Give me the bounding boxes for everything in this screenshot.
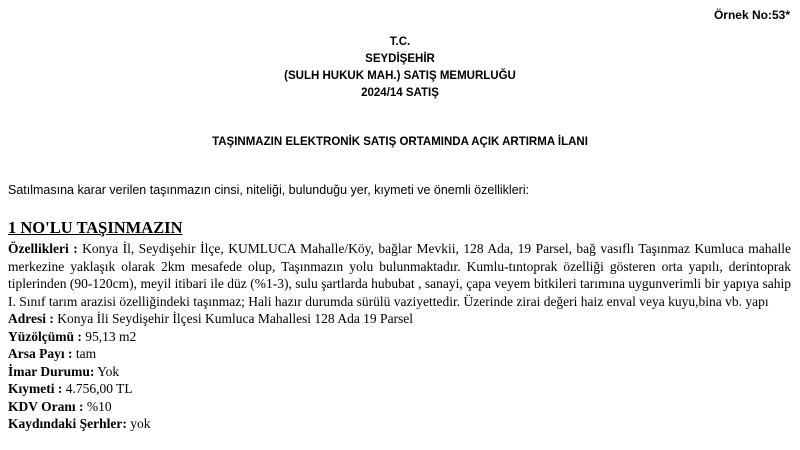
property-vat bbox=[8, 398, 791, 416]
header-line-office: (SULH HUKUK MAH.) SATIŞ MEMURLUĞU bbox=[284, 70, 516, 82]
property-details bbox=[8, 240, 791, 433]
zoning-label: İmar Durumu: bbox=[8, 363, 95, 379]
header-line-city: SEYDİŞEHİR bbox=[365, 53, 435, 65]
address-value: Konya İli Seydişehir İlçesi Kumluca Mahallesi 128 Ada 19 Parsel bbox=[57, 311, 414, 326]
land-share-label: Arsa Payı : bbox=[8, 346, 73, 361]
header-line-case: 2024/14 SATIŞ bbox=[361, 87, 439, 99]
area-value: 95,13 m2 bbox=[85, 328, 137, 344]
office-header bbox=[0, 34, 800, 102]
vat-label: KDV Oranı : bbox=[8, 398, 84, 414]
property-area bbox=[8, 328, 791, 346]
land-share-value: tam bbox=[75, 346, 97, 361]
property-address bbox=[8, 310, 791, 328]
property-value bbox=[8, 380, 791, 398]
notice-title: TAŞINMAZIN ELEKTRONİK SATIŞ ORTAMINDA AÇIK ARTIRMA İLANI bbox=[212, 136, 588, 148]
property-section-title: 1 NO'LU TAŞINMAZIN bbox=[8, 218, 183, 237]
property-land-share bbox=[8, 345, 791, 363]
features-label: Özellikleri : bbox=[8, 241, 78, 256]
property-annotations bbox=[8, 415, 791, 433]
property-features bbox=[8, 240, 791, 310]
zoning-value: Yok bbox=[97, 363, 120, 379]
area-label: Yüzölçümü : bbox=[8, 328, 82, 344]
address-label: Adresi : bbox=[8, 311, 54, 326]
vat-value: %10 bbox=[86, 398, 112, 414]
value-label: Kıymeti : bbox=[8, 381, 63, 396]
intro-text: Satılmasına karar verilen taşınmazın cinsi, niteliği, bulunduğu yer, kıymeti ve önemli özellikleri: bbox=[8, 183, 530, 197]
annotations-value: yok bbox=[130, 416, 151, 431]
property-zoning bbox=[8, 363, 791, 381]
sample-number: Örnek No:53* bbox=[713, 8, 790, 22]
annotations-label: Kaydındaki Şerhler: bbox=[8, 416, 127, 431]
features-value: Konya İl, Seydişehir İlçe, KUMLUCA Mahalle/Köy, bağlar Mevkii, 128 Ada, 19 Parsel, bağ vasıflı Taşınmaz Kumluca mahalle merkezine yaklaşık olarak 2km mesafede olup, Taşınmazın yolu bulunmaktadır. Kumlu-tıntoprak özelliği gösteren orta yapılı, derintoprak tiplerinden (90-120cm), meyil itibari ile düz (%1-3), sulu şartlarda hububat , sanayi, çapa veyem bitkileri tarımına uygunverimli bir yapıya sahip I. Sınıf tarım arazisi özelliğindeki taşınmaz; Hali hazır durumda sürülü vaziyettedir. Üzerinde zirai değeri haiz enval veya kuyu,bina vb. yapı bbox=[8, 241, 792, 309]
value-amount: 4.756,00 TL bbox=[65, 381, 133, 396]
header-line-tc: T.C. bbox=[389, 36, 411, 48]
